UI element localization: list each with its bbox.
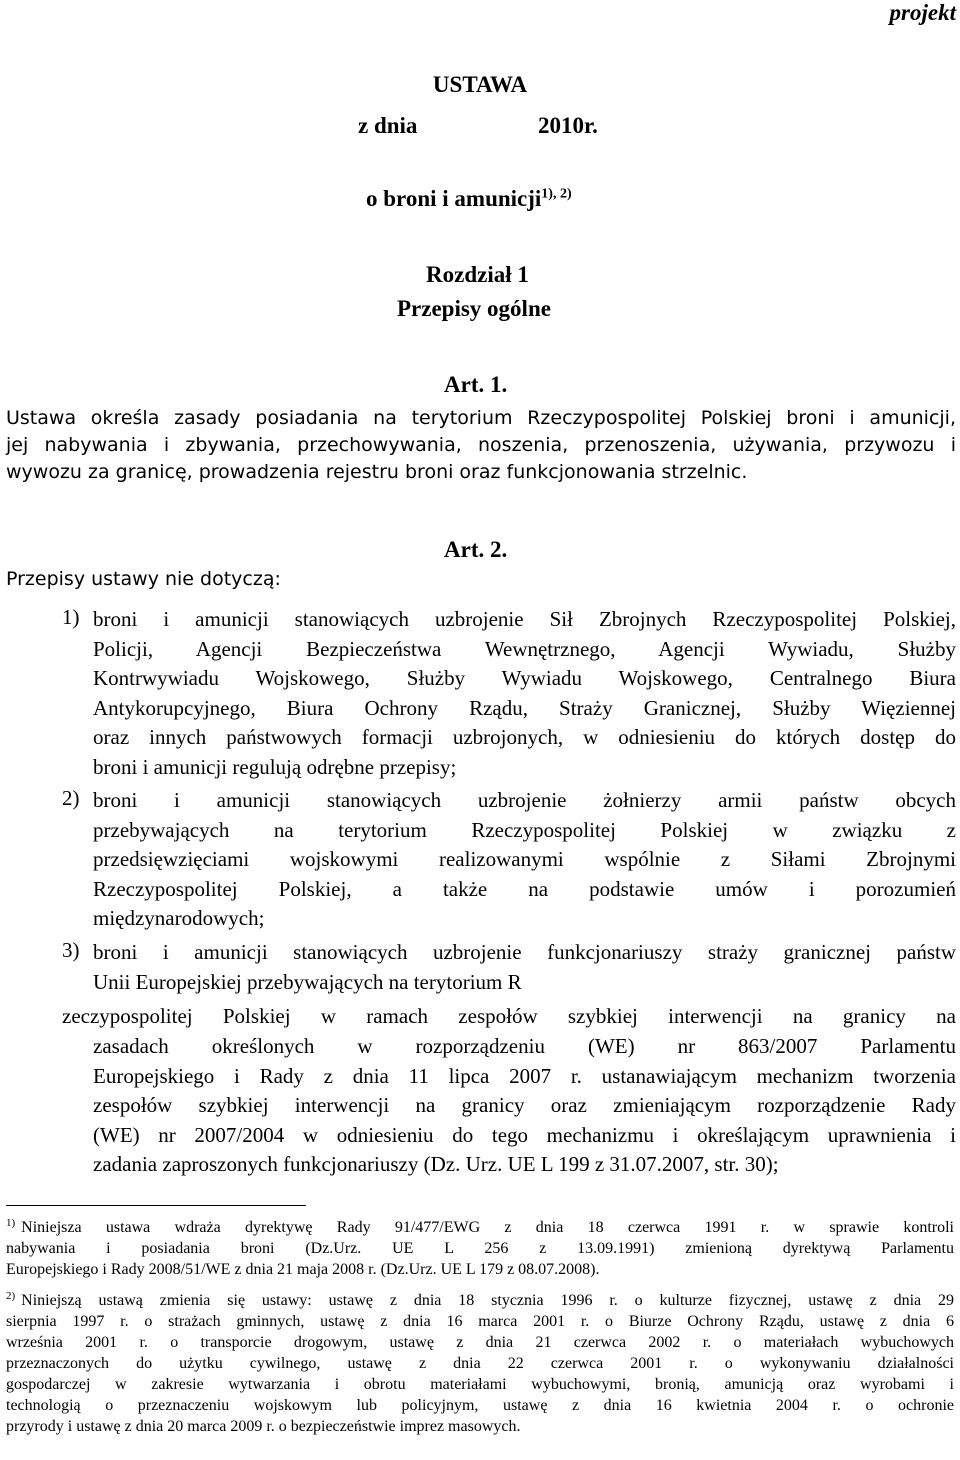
item2-line: przebywających na terytorium Rzeczypospolitej Polskiej w związku z xyxy=(93,817,956,842)
footnote-line xyxy=(6,1217,954,1238)
item3-continuation-first xyxy=(62,1002,956,1032)
footnote-line: gospodarczej w zakresie wytwarzania i obrotu materiałami wybuchowymi, bronią, amunicją oraz wyrobami i xyxy=(6,1376,954,1393)
item2-line: broni i amunicji stanowiących uzbrojenie żołnierzy armii państw obcych xyxy=(93,788,956,812)
item3-text xyxy=(93,938,956,997)
item3-line: (WE) nr 2007/2004 w odniesieniu do tego mechanizmu i określającym uprawnienia i xyxy=(93,1122,956,1147)
item3-line: zadania zaproszonych funkcjonariuszy (Dz. Urz. UE L 199 z 31.07.2007, str. 30); xyxy=(93,1152,779,1176)
chapter-number: Rozdział 1 xyxy=(426,262,529,287)
footnote-line: sierpnia 1997 r. o strażach gminnych, ustawę z dnia 16 marca 2001 r. o Biurze Ochrony Rządu, ustawę z dnia 6 xyxy=(6,1313,954,1330)
item1-text xyxy=(93,605,956,782)
art2-intro: Przepisy ustawy nie dotyczą: xyxy=(6,568,281,590)
footnote-line: nabywania i posiadania broni (Dz.Urz. UE L 256 z 13.09.1991) zmienioną dyrektywą Parlamentu xyxy=(6,1240,954,1257)
item3-line: zeczypospolitej Polskiej w ramach zespołów szybkiej interwencji na granicy na xyxy=(62,1004,956,1028)
act-title-wrap xyxy=(0,72,960,98)
act-subject xyxy=(366,186,572,212)
footnote-2 xyxy=(6,1290,954,1437)
footnote-separator xyxy=(6,1205,306,1206)
footnote-mark: 2) xyxy=(6,1289,16,1302)
item1-line: oraz innych państwowych formacji uzbrojonych, w odniesieniu do których dostęp do xyxy=(93,725,956,749)
item1-line: Policji, Agencji Bezpieczeństwa Wewnętrznego, Agencji Wywiadu, Służby xyxy=(93,636,956,661)
act-subject-refs: 1), 2) xyxy=(541,186,572,202)
item1-line: broni i amunicji regulują odrębne przepisy; xyxy=(93,754,457,779)
art1-line: Ustawa określa zasady posiadania na terytorium Rzeczypospolitej Polskiej broni i amunicji, xyxy=(6,407,956,429)
art1-heading: Art. 1. xyxy=(444,372,508,397)
item2-line: Rzeczypospolitej Polskiej, a także na podstawie umów i porozumień xyxy=(93,876,956,901)
act-subject-text: o broni i amunicji xyxy=(366,186,542,211)
item1-line: broni i amunicji stanowiących uzbrojenie Sił Zbrojnych Rzeczypospolitej Polskiej, xyxy=(93,607,956,631)
footnote-line: przyrody i ustawę z dnia 20 marca 2009 r. o bezpieczeństwie imprez masowych. xyxy=(6,1418,521,1435)
item2-line: przedsięwzięciami wojskowymi realizowanymi wspólnie z Siłami Zbrojnymi xyxy=(93,847,956,871)
item1-number: 1) xyxy=(62,605,80,629)
item3-number: 3) xyxy=(62,938,80,962)
footnote-line: września 2001 r. o transporcie drogowym, ustawę z dnia 21 czerwca 2002 r. o materiałach wybuchowych xyxy=(6,1334,954,1351)
item2-line: międzynarodowych; xyxy=(93,906,265,930)
footnote-line: technologią o przeznaczeniu wojskowym lub policyjnym, ustawę z dnia 16 kwietnia 2004 r. o ochronie xyxy=(6,1397,954,1414)
art1-line: wywozu za granicę, prowadzenia rejestru broni oraz funkcjonowania strzelnic. xyxy=(6,461,748,483)
item2-text xyxy=(93,786,956,934)
chapter-name: Przepisy ogólne xyxy=(397,296,551,321)
item3-line: zespołów szybkiej interwencji na granicy oraz zmieniającym rozporządzenie Rady xyxy=(93,1093,956,1117)
item1-line: Kontrwywiadu Wojskowego, Służby Wywiadu Wojskowego, Centralnego Biura xyxy=(93,666,956,690)
item1-line: Antykorupcyjnego, Biura Ochrony Rządu, Straży Granicznej, Służby Więziennej xyxy=(93,695,956,720)
art1-text xyxy=(6,405,956,486)
act-title: USTAWA xyxy=(432,72,528,97)
footnote-line xyxy=(6,1290,954,1311)
art2-heading: Art. 2. xyxy=(444,537,508,562)
act-date-year: 2010r. xyxy=(538,113,598,138)
item2-number: 2) xyxy=(62,786,80,810)
footnote-mark: 1) xyxy=(6,1216,16,1229)
item3-line: zasadach określonych w rozporządzeniu (WE) nr 863/2007 Parlamentu xyxy=(93,1034,956,1058)
art1-line: jej nabywania i zbywania, przechowywania, noszenia, przenoszenia, używania, przywozu i xyxy=(6,434,956,456)
footnote-text: Niniejsza ustawa wdraża dyrektywę Rady 91/477/EWG z dnia 18 czerwca 1991 r. w sprawie kontroli xyxy=(21,1219,954,1236)
footnote-line: Europejskiego i Rady 2008/51/WE z dnia 21 maja 2008 r. (Dz.Urz. UE L 179 z 08.07.2008). xyxy=(6,1261,600,1278)
draft-label: projekt xyxy=(889,0,956,25)
item3-line: broni i amunicji stanowiących uzbrojenie funkcjonariuszy straży granicznej państw xyxy=(93,940,956,964)
footnote-text: Niniejszą ustawą zmienia się ustawy: ustawę z dnia 18 stycznia 1996 r. o kulturze fizycznej, ustawę z dnia 29 xyxy=(21,1292,954,1309)
item3-line: Unii Europejskiej przebywających na terytorium R xyxy=(93,969,522,994)
footnote-line: przeznaczonych do użytku cywilnego, ustawę z dnia 22 czerwca 2001 r. o wykonywaniu działalności xyxy=(6,1355,954,1372)
act-date-prefix: z dnia xyxy=(358,113,418,138)
footnote-1 xyxy=(6,1217,954,1280)
item3-line: Europejskiego i Rady z dnia 11 lipca 2007 r. ustanawiającym mechanizm tworzenia xyxy=(93,1063,956,1088)
item3-continuation xyxy=(93,1032,956,1180)
